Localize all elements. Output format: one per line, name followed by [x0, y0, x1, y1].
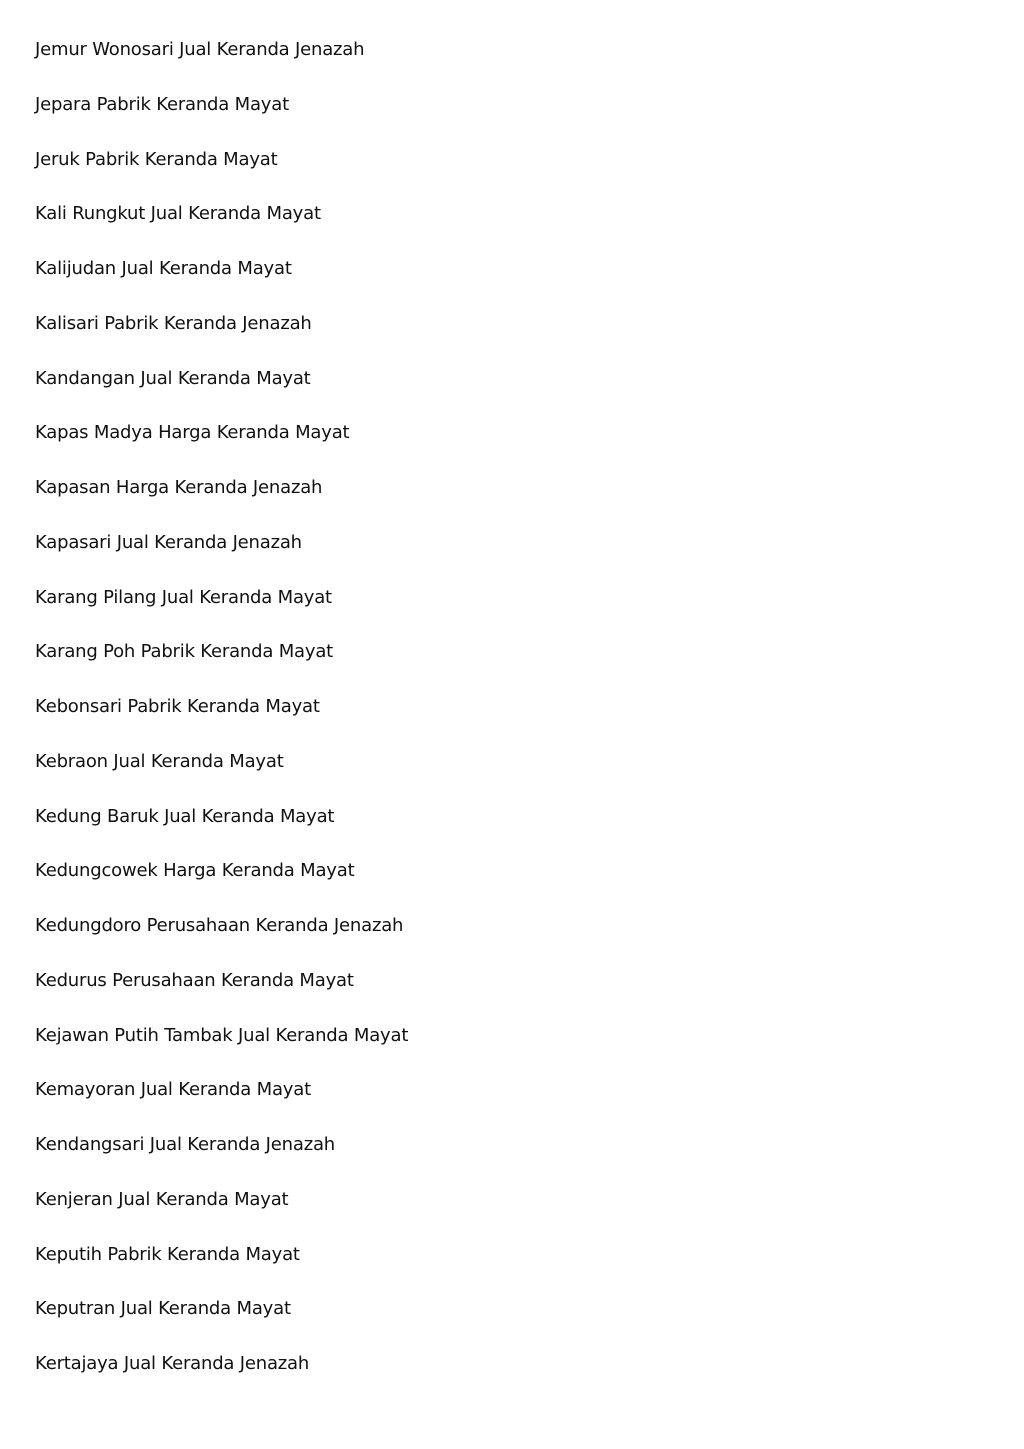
list-item: Kemayoran Jual Keranda Mayat: [35, 1079, 311, 1101]
list-item: Jepara Pabrik Keranda Mayat: [35, 93, 289, 115]
list-item: Karang Pilang Jual Keranda Mayat: [35, 586, 332, 608]
list-item: Kedung Baruk Jual Keranda Mayat: [35, 805, 335, 827]
list-item: Kendangsari Jual Keranda Jenazah: [35, 1134, 335, 1155]
list-item: Kapas Madya Harga Keranda Mayat: [35, 422, 350, 444]
list-item: Keputran Jual Keranda Mayat: [35, 1298, 291, 1320]
list-item: Kali Rungkut Jual Keranda Mayat: [35, 203, 321, 225]
list-item: Kalijudan Jual Keranda Mayat: [35, 258, 292, 279]
list-item: Kedungdoro Perusahaan Keranda Jenazah: [35, 915, 404, 936]
list-item: Kedurus Perusahaan Keranda Mayat: [35, 969, 354, 991]
list-item: Kertajaya Jual Keranda Jenazah: [35, 1353, 310, 1374]
list-item: Kejawan Putih Tambak Jual Keranda Mayat: [35, 1024, 409, 1046]
list-item: Kalisari Pabrik Keranda Jenazah: [35, 312, 312, 334]
list-item: Karang Poh Pabrik Keranda Mayat: [35, 641, 334, 663]
keyword-list: [35, 36, 408, 1405]
list-item: Jemur Wonosari Jual Keranda Jenazah: [35, 39, 365, 60]
list-item: Kedungcowek Harga Keranda Mayat: [35, 860, 355, 882]
list-item: Kandangan Jual Keranda Mayat: [35, 367, 311, 389]
list-item: Kapasari Jual Keranda Jenazah: [35, 531, 302, 553]
list-item: Keputih Pabrik Keranda Mayat: [35, 1243, 300, 1265]
list-item: Kebraon Jual Keranda Mayat: [35, 750, 284, 772]
list-item: Jeruk Pabrik Keranda Mayat: [35, 148, 278, 170]
list-item: Kebonsari Pabrik Keranda Mayat: [35, 696, 320, 717]
list-item: Kapasan Harga Keranda Jenazah: [35, 477, 323, 498]
list-item: Kenjeran Jual Keranda Mayat: [35, 1188, 289, 1210]
